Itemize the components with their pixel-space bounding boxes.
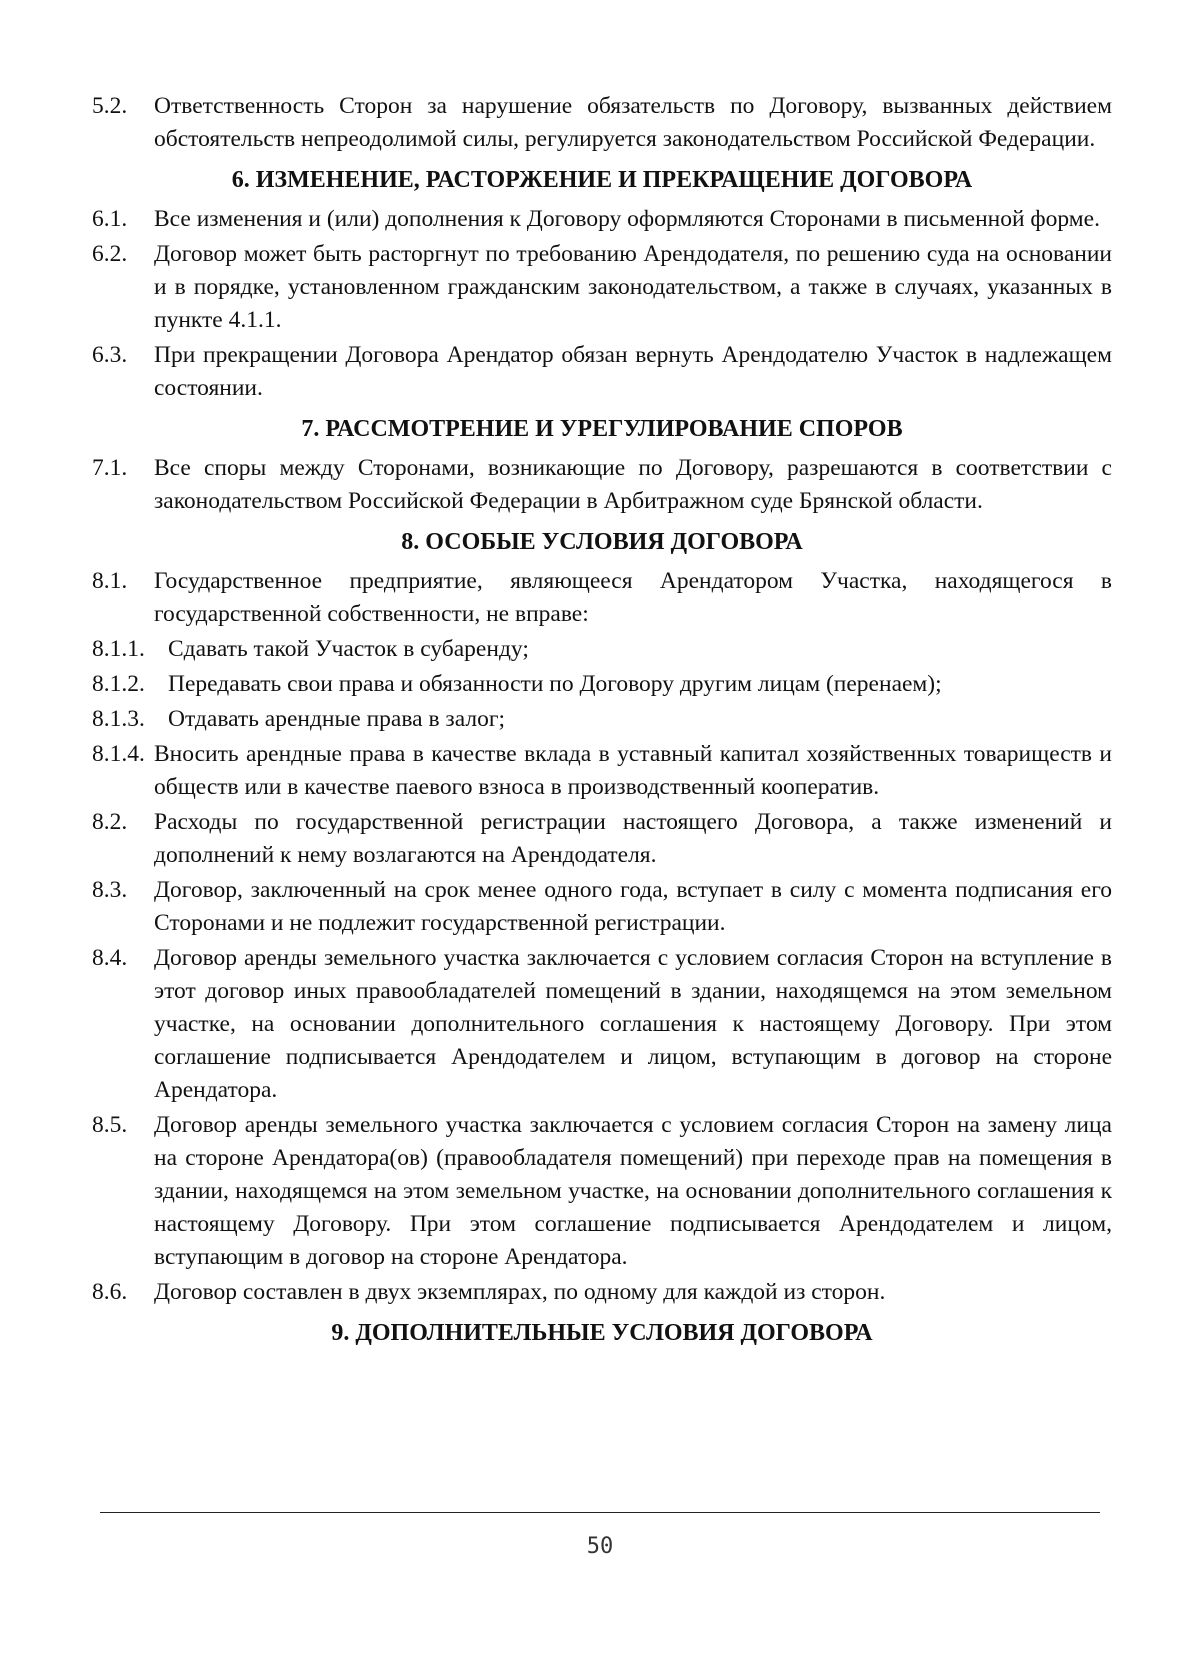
section-heading-7: 7. РАССМОТРЕНИЕ И УРЕГУЛИРОВАНИЕ СПОРОВ [301, 416, 903, 442]
clause-text: Ответственность Сторон за нарушение обязательств по Договору, вызванных действием обстоятельств непреодолимой силы, регулируется законодательством Российской Федерации. [154, 93, 1112, 152]
clause-number: 7.1. [92, 455, 128, 481]
page-number: 50 [586, 1534, 614, 1559]
clause-number: 6.1. [92, 206, 128, 232]
clause-number: 8.1.2. [92, 671, 145, 697]
clause-text: Договор аренды земельного участка заключается с условием согласия Сторон на вступление в этот договор иных правообладателей помещений в здании, находящемся на этом земельном участке, на основании дополнительного соглашения к настоящему Договору. При этом соглашение подписывается Арендодателем и лицом, вступающим в договор на стороне Арендатора. [154, 945, 1112, 1103]
clause-number: 8.3. [92, 877, 128, 903]
clause-number: 8.6. [92, 1279, 128, 1305]
clause-text: Договор может быть расторгнут по требованию Арендодателя, по решению суда на основании и в порядке, установленном гражданским законодательством, а также в случаях, указанных в пункте 4.1.1. [154, 241, 1112, 333]
clause-8-5 [92, 1109, 1112, 1274]
clause-number: 8.1. [92, 568, 128, 594]
document-body [92, 90, 1112, 1356]
clause-number: 8.1.3. [92, 706, 145, 732]
clause-text: Договор составлен в двух экземплярах, по одному для каждой из сторон. [154, 1279, 886, 1305]
clause-8-1 [92, 565, 1112, 631]
clause-number: 5.2. [92, 93, 128, 119]
clause-text: Сдавать такой Участок в субаренду; [168, 636, 529, 662]
clause-text: Отдавать арендные права в залог; [168, 706, 505, 732]
clause-8-1-4 [92, 738, 1112, 804]
clause-text: Передавать свои права и обязанности по Договору другим лицам (перенаем); [168, 671, 942, 697]
clause-number: 8.2. [92, 809, 128, 835]
clause-6-3 [92, 339, 1112, 405]
clause-8-4 [92, 942, 1112, 1107]
clause-number: 8.5. [92, 1112, 128, 1138]
clause-8-6 [92, 1276, 1112, 1309]
clause-text: Договор, заключенный на срок менее одного года, вступает в силу с момента подписания его Сторонами и не подлежит государственной регистрации. [154, 877, 1112, 936]
clause-text: Вносить арендные права в качестве вклада в уставный капитал хозяйственных товариществ и обществ или в качестве паевого взноса в производственный кооператив. [154, 741, 1112, 800]
clause-text: При прекращении Договора Арендатор обязан вернуть Арендодателю Участок в надлежащем состоянии. [154, 342, 1112, 401]
clause-text: Расходы по государственной регистрации настоящего Договора, а также изменений и дополнений к нему возлагаются на Арендодателя. [154, 809, 1112, 868]
clause-text: Все споры между Сторонами, возникающие по Договору, разрешаются в соответствии с законодательством Российской Федерации в Арбитражном суде Брянской области. [154, 455, 1112, 514]
section-heading-6: 6. ИЗМЕНЕНИЕ, РАСТОРЖЕНИЕ И ПРЕКРАЩЕНИЕ ДОГОВОРА [231, 167, 973, 193]
section-heading-9: 9. ДОПОЛНИТЕЛЬНЫЕ УСЛОВИЯ ДОГОВОРА [331, 1320, 873, 1346]
clause-6-1 [92, 203, 1112, 236]
clause-number: 8.1.4. [92, 741, 145, 767]
clause-8-1-3 [92, 703, 1112, 736]
clause-text: Все изменения и (или) дополнения к Договору оформляются Сторонами в письменной форме. [154, 206, 1100, 232]
clause-text: Договор аренды земельного участка заключается с условием согласия Сторон на замену лица на стороне Арендатора(ов) (правообладателя помещений) при переходе прав на помещения в здании, находящемся на этом земельном участке, на основании дополнительного соглашения к настоящему Договору. При этом соглашение подписывается Арендодателем и лицом, вступающим в договор на стороне Арендатора. [154, 1112, 1112, 1270]
clause-text: Государственное предприятие, являющееся Арендатором Участка, находящегося в государственной собственности, не вправе: [154, 568, 1112, 627]
clause-8-1-1 [92, 633, 1112, 666]
clause-6-2 [92, 238, 1112, 337]
clause-number: 8.1.1. [92, 636, 145, 662]
clause-number: 8.4. [92, 945, 128, 971]
clause-number: 6.2. [92, 241, 128, 267]
clause-5-2 [92, 90, 1112, 156]
section-heading-8: 8. ОСОБЫЕ УСЛОВИЯ ДОГОВОРА [401, 529, 803, 555]
clause-8-2 [92, 806, 1112, 872]
clause-8-1-2 [92, 668, 1112, 701]
clause-8-3 [92, 874, 1112, 940]
footer-divider [100, 1512, 1100, 1513]
clause-7-1 [92, 452, 1112, 518]
clause-number: 6.3. [92, 342, 128, 368]
